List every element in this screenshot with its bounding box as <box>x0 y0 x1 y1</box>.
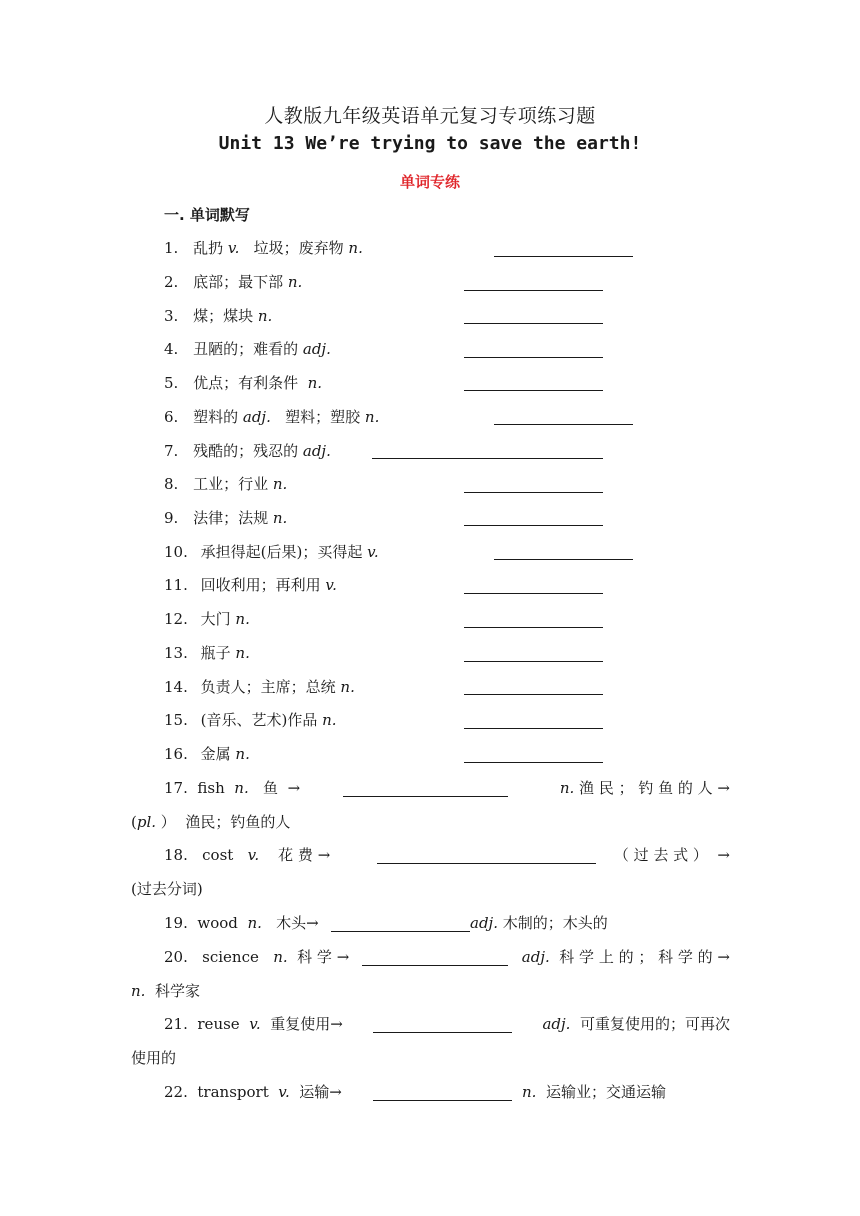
item-number: 3. <box>164 307 179 325</box>
answer-blank[interactable] <box>343 796 508 797</box>
item-tail <box>522 1081 666 1103</box>
list-item <box>164 1081 342 1103</box>
item-text: 金属 <box>200 745 236 763</box>
item-pos: adj. <box>302 340 331 358</box>
item-number: 16. <box>164 745 188 763</box>
item-pos: v. <box>278 1083 290 1101</box>
section-label: 单词专练 <box>399 173 460 191</box>
item-text-2: 垃圾；废弃物 <box>239 239 349 257</box>
item-text: 负责人；主席；总统 <box>200 678 341 696</box>
list-item <box>164 406 379 428</box>
item-text-2: 塑料；塑胶 <box>270 408 365 426</box>
answer-blank[interactable] <box>464 323 603 324</box>
item-pos: adj. <box>521 948 550 966</box>
list-item <box>164 642 250 664</box>
list-item <box>164 574 337 596</box>
item-pos: n. <box>234 779 249 797</box>
item-pos: adj. <box>542 1015 571 1033</box>
item-text-3: 可重复使用的；可再次 <box>570 1015 730 1033</box>
item-text: 法律；法规 <box>193 509 273 527</box>
item-text: 回收利用；再利用 <box>200 576 326 594</box>
item-pos: v. <box>247 846 260 864</box>
item-number: 6. <box>164 408 179 426</box>
item-text-3: 科 学 上 的 ； 科 学 的 → <box>549 948 730 966</box>
item-pos: v. <box>325 576 337 594</box>
item-text: 乱扔 <box>193 239 228 257</box>
item-number: 10. <box>164 543 188 561</box>
list-item <box>164 1013 343 1035</box>
item-number: 14. <box>164 678 188 696</box>
item-pos: v. <box>249 1015 261 1033</box>
item-text: 优点；有利条件 <box>193 374 308 392</box>
item-pos: n. <box>307 374 323 392</box>
item-text: 22. transport <box>164 1083 279 1101</box>
list-item <box>164 507 287 529</box>
item-pos: n. <box>272 475 288 493</box>
item-text: 煤；煤块 <box>193 307 258 325</box>
item-pos: adj. <box>242 408 271 426</box>
item-text: 科学家 <box>145 982 200 1000</box>
list-item <box>164 237 363 259</box>
answer-blank[interactable] <box>464 661 603 662</box>
item-continuation <box>131 980 200 1002</box>
item-text: 使用的 <box>131 1049 177 1067</box>
item-pos: n. <box>235 644 250 662</box>
list-item <box>164 946 349 968</box>
item-text: 底部；最下部 <box>193 273 288 291</box>
answer-blank[interactable] <box>464 728 603 729</box>
list-item <box>164 844 330 866</box>
item-tail <box>608 844 730 866</box>
item-number: 13. <box>164 644 188 662</box>
item-text: 工业；行业 <box>193 475 273 493</box>
item-pos: n. <box>131 982 146 1000</box>
list-item <box>164 372 322 394</box>
answer-blank[interactable] <box>464 492 603 493</box>
item-pos-2: n. <box>364 408 380 426</box>
answer-blank[interactable] <box>464 627 603 628</box>
answer-blank[interactable] <box>464 357 603 358</box>
item-text: (过去分词) <box>131 880 203 898</box>
item-pos: n. <box>235 610 250 628</box>
item-number: 1. <box>164 239 179 257</box>
item-number: 9. <box>164 509 179 527</box>
part-heading: 一. 单词默写 <box>164 206 250 224</box>
unit-subtitle: Unit 13 We’re trying to save the earth! <box>218 133 642 154</box>
item-pos: n. <box>287 273 303 291</box>
answer-blank[interactable] <box>464 694 603 695</box>
list-item <box>164 338 331 360</box>
item-pos: n. <box>247 914 262 932</box>
item-tail <box>508 946 730 968</box>
item-tail <box>512 1013 730 1035</box>
item-text-2: 重复使用→ <box>260 1015 343 1033</box>
item-text: 大门 <box>200 610 236 628</box>
item-pos: n. <box>322 711 337 729</box>
item-text: 塑料的 <box>193 408 243 426</box>
item-pos: pl. <box>136 813 157 831</box>
item-text-3: 运输业；交通运输 <box>536 1083 666 1101</box>
item-text-2: 花 费 → <box>259 846 331 864</box>
list-item <box>164 912 319 934</box>
list-item <box>164 709 337 731</box>
item-text-2: 鱼 → <box>248 779 301 797</box>
item-pos: adj. <box>302 442 331 460</box>
item-pos: n. <box>522 1083 537 1101</box>
list-item <box>164 743 250 765</box>
item-text-2: 科 学 → <box>287 948 350 966</box>
item-text: 18. cost <box>164 846 248 864</box>
item-text: 承担得起(后果)；买得起 <box>200 543 368 561</box>
item-continuation <box>131 1047 176 1069</box>
answer-blank[interactable] <box>494 424 633 425</box>
item-text-3: （ 过 去 式 ） → <box>613 846 730 864</box>
item-text-2: 运输→ <box>289 1083 342 1101</box>
answer-blank[interactable] <box>494 559 633 560</box>
list-item <box>164 676 355 698</box>
answer-blank[interactable] <box>464 593 603 594</box>
item-continuation <box>131 878 203 900</box>
list-item <box>164 440 331 462</box>
item-pos: v. <box>367 543 379 561</box>
item-number: 4. <box>164 340 179 358</box>
answer-blank[interactable] <box>362 965 508 966</box>
item-number: 2. <box>164 273 179 291</box>
answer-blank[interactable] <box>464 390 603 391</box>
item-text-3: 渔 民 ； 钓 鱼 的 人 → <box>574 779 730 797</box>
item-text: ( <box>131 813 137 831</box>
item-text: 17. fish <box>164 779 235 797</box>
answer-blank[interactable] <box>331 931 470 932</box>
answer-blank[interactable] <box>464 525 603 526</box>
list-item <box>164 608 250 630</box>
item-text: 21. reuse <box>164 1015 250 1033</box>
item-text: 瓶子 <box>200 644 236 662</box>
item-pos: n. <box>559 779 575 797</box>
item-pos: n. <box>235 745 250 763</box>
answer-blank[interactable] <box>464 290 603 291</box>
item-text-2: 木头→ <box>261 914 319 932</box>
answer-blank[interactable] <box>372 458 603 459</box>
item-pos: n. <box>272 509 288 527</box>
answer-blank[interactable] <box>464 762 603 763</box>
item-text: (音乐、艺术)作品 <box>200 711 323 729</box>
item-number: 12. <box>164 610 188 628</box>
item-tail <box>524 777 730 799</box>
list-item <box>164 777 300 799</box>
item-pos: n. <box>340 678 355 696</box>
item-pos: v. <box>227 239 240 257</box>
item-text: 残酷的；残忍的 <box>193 442 303 460</box>
item-number: 7. <box>164 442 179 460</box>
item-text-2: ） 渔民；钓鱼的人 <box>156 813 291 831</box>
item-text: 20. science <box>164 948 274 966</box>
list-item <box>164 305 272 327</box>
item-number: 8. <box>164 475 179 493</box>
item-text-3: 木制的；木头的 <box>497 914 608 932</box>
item-pos: adj. <box>470 914 498 932</box>
item-number: 11. <box>164 576 188 594</box>
list-item <box>164 541 379 563</box>
list-item <box>164 271 302 293</box>
answer-blank[interactable] <box>494 256 633 257</box>
item-pos-2: n. <box>348 239 363 257</box>
page-title: 人教版九年级英语单元复习专项练习题 <box>264 105 596 127</box>
item-continuation <box>131 811 290 833</box>
item-number: 15. <box>164 711 188 729</box>
list-item <box>164 473 287 495</box>
item-tail <box>470 912 608 934</box>
item-number: 5. <box>164 374 179 392</box>
answer-blank[interactable] <box>373 1100 512 1101</box>
item-pos: n. <box>273 948 288 966</box>
item-text: 19. wood <box>164 914 248 932</box>
answer-blank[interactable] <box>373 1032 512 1033</box>
item-pos: n. <box>257 307 273 325</box>
answer-blank[interactable] <box>377 863 596 864</box>
item-text: 丑陋的；难看的 <box>193 340 303 358</box>
